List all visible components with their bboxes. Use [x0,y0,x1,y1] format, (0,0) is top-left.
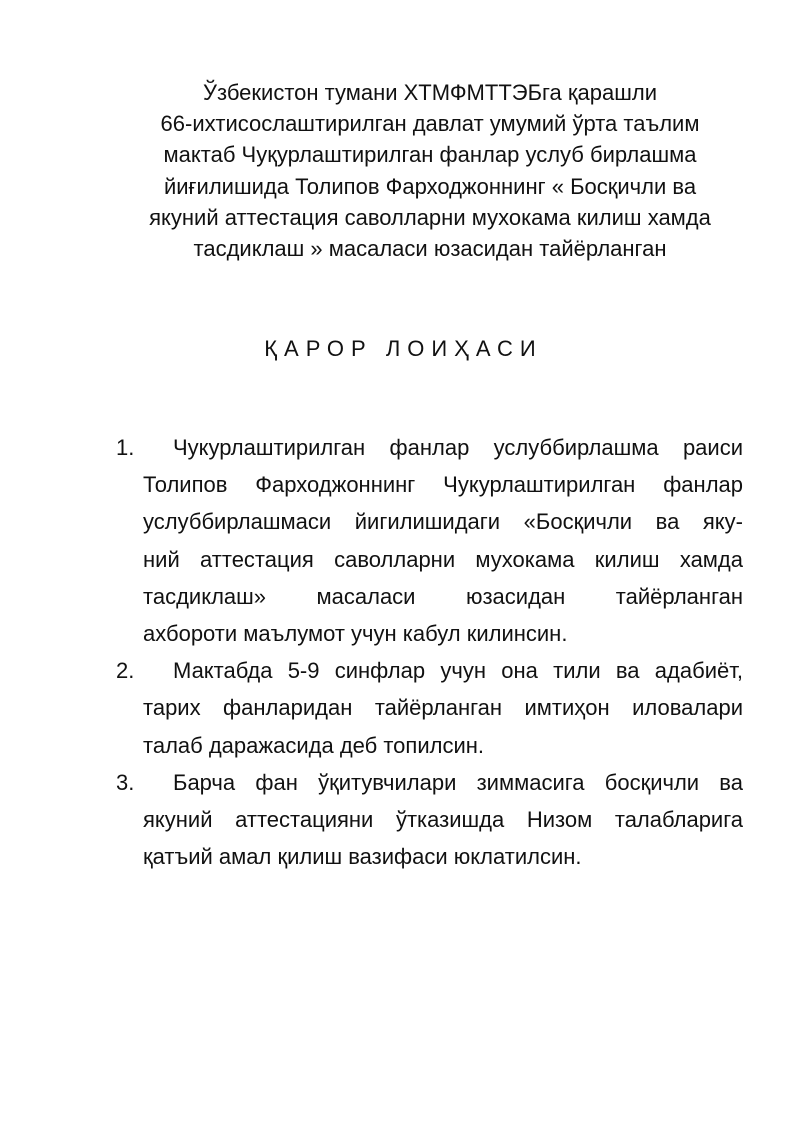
item-line: тарих фанларидан тайёрланган имтиҳон иловалари [143,695,743,721]
item-line: қатъий амал қилиш вазифаси юклатилсин. [143,844,582,870]
item-line: талаб даражасида деб топилсин. [143,732,485,758]
item-line: тасдиклаш» масаласи юзасидан тайёрланган [143,583,743,609]
item-line: Толипов Фарходжоннинг Чукурлаштирилган фанлар [143,472,743,498]
item-line: Барча фан ўқитувчилари зиммасига босқичли ва [173,769,743,795]
heading-line: якуний аттестация саволларни мухокама килиш хамда [149,204,711,230]
item-line: якуний аттестацияни ўтказишда Низом талабларига [143,807,743,833]
heading-line: мактаб Чуқурлаштирилган фанлар услуб бирлашма [163,142,697,168]
item-number: 3. [116,769,135,795]
item-number: 2. [116,658,135,684]
item-line: услуббирлашмаси йигилишидаги «Босқичли ва яку- [143,509,743,535]
item-line: ахбороти маълумот учун кабул килинсин. [143,621,568,647]
decision-item-2 [113,652,743,764]
heading-line: йиғилишида Толипов Фарходжоннинг « Босқичли ва [163,173,697,199]
item-line: Чукурлаштирилган фанлар услуббирлашма раиси [173,435,743,460]
item-line: Мактабда 5-9 синфлар учун она тили ва адабиёт, [173,658,743,684]
decision-item-3 [113,764,743,876]
heading-line: 66-ихтисослаштирилган давлат умумий ўрта таълим [160,111,700,137]
heading-line: тасдиклаш » масаласи юзасидан тайёрланган [193,236,667,262]
item-line: ний аттестация саволларни мухокама килиш хамда [143,546,743,572]
item-number: 1. [116,435,135,460]
decision-list [113,429,743,875]
document-heading [110,77,750,264]
document-title: ҚАРОР ЛОИҲАСИ [264,336,543,361]
heading-line: Ўзбекистон тумани ХТМФМТТЭБга қарашли [203,80,657,105]
decision-item-1 [113,429,743,652]
